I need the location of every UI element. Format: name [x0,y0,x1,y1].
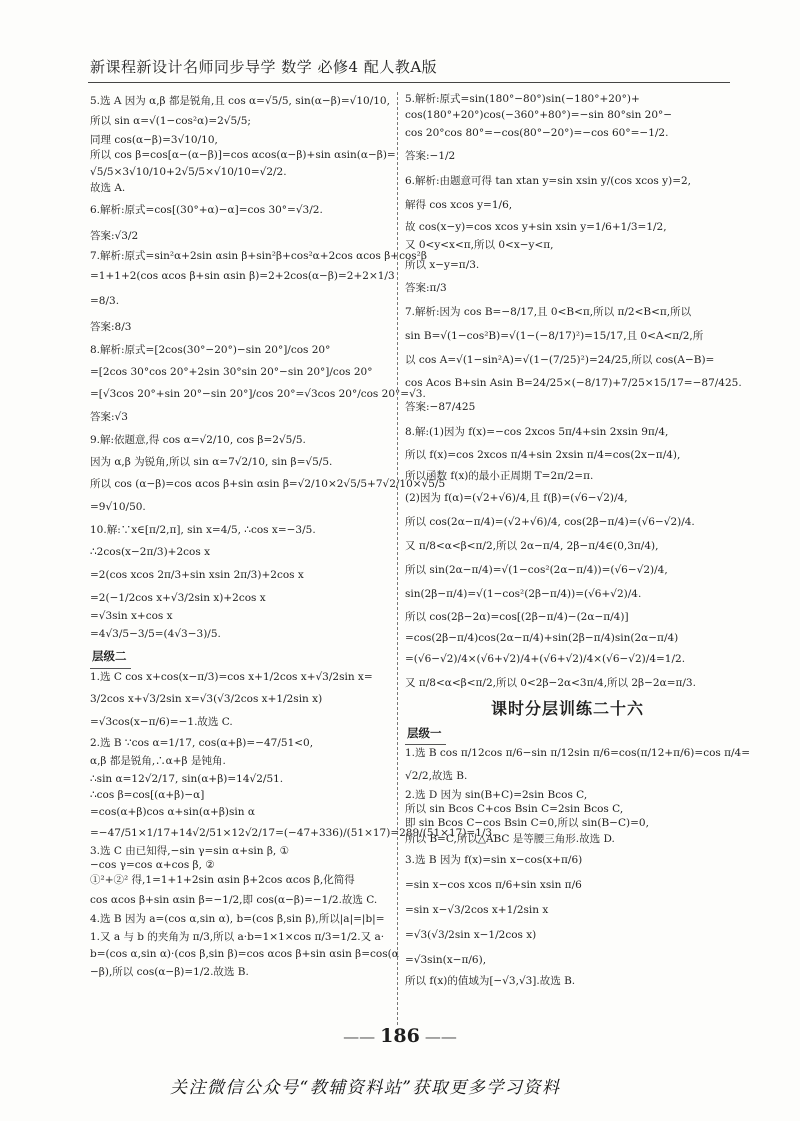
solution-line: 5.选 A 因为 α,β 都是锐角,且 cos α=√5/5, sin(α−β)=√10/10, [90,95,390,107]
solution-line: 故选 A. [90,182,126,194]
solution-line: =8/3. [90,295,120,307]
solution-line: (2)因为 f(α)=(√2+√6)/4,且 f(β)=(√6−√2)/4, [405,492,628,504]
solution-line: 所以 sin Bcos C+cos Bsin C=2sin Bcos C, [405,803,624,815]
level-heading-label: 层级一 [405,722,446,745]
solution-line: 所以 B=C,所以△ABC 是等腰三角形.故选 D. [405,833,615,845]
solution-line: 所以 x−y=π/3. [405,259,480,271]
solution-line: cos Acos B+sin Asin B=24/25×(−8/17)+7/25×15/17=−87/425. [405,377,742,389]
solution-line: α,β 都是锐角,∴α+β 是钝角. [90,755,226,767]
solution-line: −β),所以 cos(α−β)=1/2.故选 B. [90,966,249,978]
solution-line: cos 20°cos 80°=−cos(80°−20°)=−cos 60°=−1/2. [405,127,669,139]
solution-line: 因为 α,β 为锐角,所以 sin α=7√2/10, sin β=√5/5. [90,456,333,468]
solution-line: 9.解:依题意,得 cos α=√2/10, cos β=2√5/5. [90,434,306,446]
solution-line: 所以 cos β=cos[α−(α−β)]=cos αcos(α−β)+sin αsin(α−β)= [90,149,396,161]
solution-line: 7.解析:原式=sin²α+2sin αsin β+sin²β+cos²α+2cos αcos β+cos²β [90,250,427,262]
solution-line: =√3(√3/2sin x−1/2cos x) [405,929,537,941]
solution-line: 故 cos(x−y)=cos xcos y+sin xsin y=1/6+1/3=1/2, [405,221,667,233]
solution-line: 又 0<y<x<π,所以 0<x−y<π, [405,239,554,251]
solution-line: 6.解析:由题意可得 tan xtan y=sin xsin y/(cos xcos y)=2, [405,175,692,187]
solution-line: 4.选 B 因为 a=(cos α,sin α), b=(cos β,sin β),所以|a|=|b|= [90,913,385,925]
solution-line: 3.选 B 因为 f(x)=sin x−cos(x+π/6) [405,854,583,866]
solution-line: ∴sin α=12√2/17, sin(α+β)=14√2/51. [90,773,284,785]
right-column [405,92,751,1027]
solution-line: 2.选 B ∵cos α=1/17, cos(α+β)=−47/51<0, [90,737,314,749]
solution-line: =(√6−√2)/4×(√6+√2)/4+(√6+√2)/4×(√6−√2)/4=1/2. [405,653,686,665]
page-number-value: 186 [380,1025,420,1047]
footer-note: 关注微信公众号“教辅资料站”获取更多学习资料 [170,1078,561,1098]
page-header: 新课程新设计名师同步导学 数学 必修4 配人教A版 [90,58,438,76]
solution-line: 所以 sin α=√(1−cos²α)=2√5/5; [90,115,251,127]
solution-line: sin B=√(1−cos²B)=√(1−(−8/17)²)=15/17,且 0<A<π/2,所 [405,330,704,342]
page-number-dash-left: —— [343,1027,381,1046]
solution-line: =√3sin x+cos x [90,610,173,622]
solution-line: 3.选 C 由已知得,−sin γ=sin α+sin β, ① [90,845,290,857]
section-title: 课时分层训练二十六 [490,699,644,718]
solution-line: 以 cos A=√(1−sin²A)=√(1−(7/25)²)=24/25,所以 cos(A−B)= [405,354,715,366]
solution-line: =1+1+2(cos αcos β+sin αsin β)=2+2cos(α−β)=2+2×1/3 [90,270,395,282]
solution-line: b=(cos α,sin α)·(cos β,sin β)=cos αcos β+sin αsin β=cos(α [90,948,399,960]
solution-line: 6.解析:原式=cos[(30°+α)−α]=cos 30°=√3/2. [90,204,323,216]
solution-line: =[2cos 30°cos 20°+2sin 30°sin 20°−sin 20°]/cos 20° [90,366,373,378]
solution-line: 所以 cos (α−β)=cos αcos β+sin αsin β=√2/10×2√5/5+7√2/10×√5/5 [90,478,446,490]
solution-line: 2.选 D 因为 sin(B+C)=2sin Bcos C, [405,789,588,801]
solution-line: =2(−1/2cos x+√3/2sin x)+2cos x [90,592,266,604]
solution-line: 答案:8/3 [90,321,132,333]
solution-line: ∴cos β=cos[(α+β)−α] [90,789,205,801]
solution-line: ∴2cos(x−2π/3)+2cos x [90,546,210,558]
level-heading [90,644,390,666]
page-number-dash-right: —— [419,1027,457,1046]
column-divider [397,92,398,1025]
solution-line: 所以函数 f(x)的最小正周期 T=2π/2=π. [405,470,594,482]
solution-line: =cos(α+β)cos α+sin(α+β)sin α [90,806,255,818]
solution-line: 答案:π/3 [405,282,447,294]
solution-line: cos(180°+20°)cos(−360°+80°)=−sin 80°sin 20°− [405,109,673,121]
solution-line: 所以 cos(2β−2α)=cos[(2β−π/4)−(2α−π/4)] [405,611,629,623]
solution-line: =cos(2β−π/4)cos(2α−π/4)+sin(2β−π/4)sin(2α−π/4) [405,632,679,644]
solution-line: cos αcos β+sin αsin β=−1/2,即 cos(α−β)=−1/2.故选 C. [90,894,378,906]
solution-line: 8.解:(1)因为 f(x)=−cos 2xcos 5π/4+sin 2xsin 9π/4, [405,426,669,438]
solution-line: 答案:√3/2 [90,230,139,242]
solution-line: 所以 f(x)=cos 2xcos π/4+sin 2xsin π/4=cos(2x−π/4), [405,449,681,461]
solution-line: 所以 cos(2α−π/4)=(√2+√6)/4, cos(2β−π/4)=(√6−√2)/4. [405,516,695,528]
solution-line: =sin x−√3/2cos x+1/2sin x [405,904,549,916]
level-heading [405,722,730,742]
level-heading-label: 层级二 [90,644,131,669]
solution-line: 又 π/8<α<β<π/2,所以 0<2β−2α<3π/4,所以 2β−2α=π/3. [405,677,696,689]
solution-line: 答案:−1/2 [405,150,456,162]
solution-line: =√3sin(x−π/6), [405,954,487,966]
solution-line: 即 sin Bcos C−cos Bsin C=0,所以 sin(B−C)=0, [405,817,649,829]
solution-line: 1.又 a 与 b 的夹角为 π/3,所以 a·b=1×1×cos π/3=1/2.又 a· [90,931,385,943]
solution-line: 答案:√3 [90,411,128,423]
solution-line: √5/5×3√10/10+2√5/5×√10/10=√2/2. [90,166,287,178]
solution-line: 3/2cos x+√3/2sin x=√3(√3/2cos x+1/2sin x) [90,693,323,705]
page-number [330,1027,470,1046]
solution-line: 所以 sin(2α−π/4)=√(1−cos²(2α−π/4))=(√6−√2)/4, [405,564,668,576]
solution-line: 8.解析:原式=[2cos(30°−20°)−sin 20°]/cos 20° [90,344,331,356]
solution-line: 同理 cos(α−β)=3√10/10, [90,134,218,146]
solution-line: =4√3/5−3/5=(4√3−3)/5. [90,628,221,640]
solution-line: =9√10/50. [90,501,146,513]
solution-line: =[√3cos 20°+sin 20°−sin 20°]/cos 20°=√3cos 20°/cos 20°=√3. [90,388,426,400]
solution-line: sin(2β−π/4)=√(1−cos²(2β−π/4))=(√6+√2)/4. [405,588,642,600]
solution-line: √2/2,故选 B. [405,770,468,782]
solution-line: 又 π/8<α<β<π/2,所以 2α−π/4, 2β−π/4∈(0,3π/4), [405,540,659,552]
solution-line: 10.解:∵x∈[π/2,π], sin x=4/5, ∴cos x=−3/5. [90,524,316,536]
solution-line: 5.解析:原式=sin(180°−80°)sin(−180°+20°)+ [405,93,640,105]
solution-line: 解得 cos xcos y=1/6, [405,199,513,211]
solution-line: 1.选 B cos π/12cos π/6−sin π/12sin π/6=cos(π/12+π/6)=cos π/4= [405,747,751,759]
solution-line: 所以 f(x)的值域为[−√3,√3].故选 B. [405,975,576,987]
solution-line: =√3cos(x−π/6)=−1.故选 C. [90,716,233,728]
solution-line: ①²+②² 得,1=1+1+2sin αsin β+2cos αcos β,化简得 [90,874,355,886]
solution-line: 7.解析:因为 cos B=−8/17,且 0<B<π,所以 π/2<B<π,所以 [405,306,692,318]
solution-line: −cos γ=cos α+cos β, ② [90,859,215,871]
solution-line: =sin x−cos xcos π/6+sin xsin π/6 [405,879,582,891]
solution-line: =−47/51×1/17+14√2/51×12√2/17=(−47+336)/(51×17)=289/(51×17)=1/3. [90,827,496,839]
solution-line: =2(cos xcos 2π/3+sin xsin 2π/3)+2cos x [90,569,304,581]
header-rule [88,82,730,83]
solution-line: 1.选 C cos x+cos(x−π/3)=cos x+1/2cos x+√3/2sin x= [90,671,373,683]
solution-line: 答案:−87/425 [405,401,476,413]
